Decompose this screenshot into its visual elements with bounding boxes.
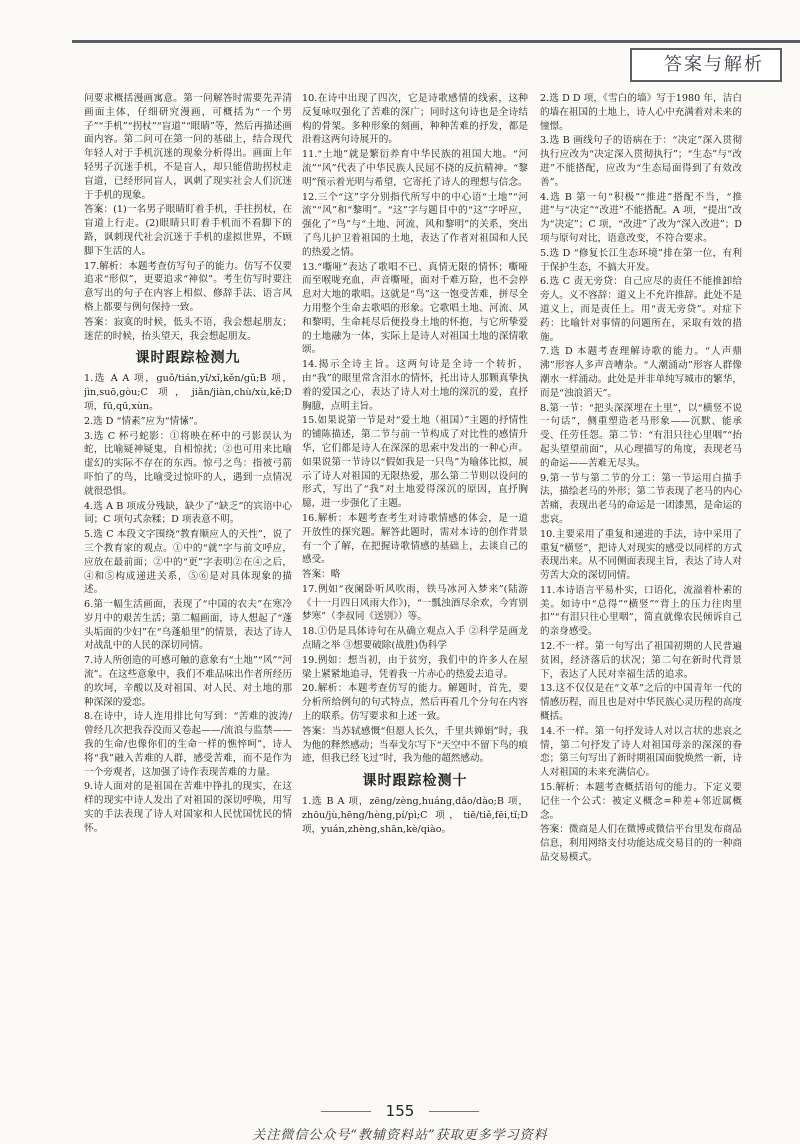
footer-note: 关注微信公众号“教辅资料站”获取更多学习资料 xyxy=(252,1128,548,1143)
answer-paragraph: 2.选 D “情素”应为“情愫”。 xyxy=(84,415,204,427)
answer-paragraph: 13.这不仅仅是在“文革”之后的中国青年一代的情感历程，而且也是对中华民族心灵历程的高度概括。 xyxy=(540,683,742,723)
page-number-rule-right xyxy=(429,1111,479,1112)
answer-paragraph: 问要求概括漫画寓意。第一问解答时需要先弄清画面主体，仔细研究漫画，可概括为“一个男子”“手机”“拐杖”“盲道”“眼睛”等，然后再描述画面内容。第二问可在第一问的基础上，结合现代年轻人对于手机沉迷的现象分析得出。画面上年轻男子沉迷手机，不是盲人，却只能借助拐杖走盲道，已经形同盲人，讽刺了现实社会人们沉迷于手机的现象。 xyxy=(84,93,292,201)
answer-paragraph: 1.选 A A 项，guǒ/tián,yǐ/xǐ,kěn/gǔ;B 项，jìn,suō,gòu;C 项，jiǎn/jiàn,chù/xù,kě;D 项，fū,qū,xùn。 xyxy=(84,373,292,412)
answer-paragraph: 17.例如“夜阑卧听风吹雨，铁马冰河入梦来”(陆游《十一月四日风雨大作》)，“一瓢浊酒尽余欢，今宵别梦寒”（李叔同《送别》）等。 xyxy=(302,583,528,623)
page-header xyxy=(0,0,800,92)
page-number-rule-left xyxy=(321,1111,371,1112)
answer-paragraph: 4.选 A B 项成分残缺，缺少了“缺乏”的宾语中心词；C 项句式杂糅；D 项表意不明。 xyxy=(84,500,292,526)
column-right xyxy=(540,92,742,1112)
answer-paragraph: 答案：微商是人们在微博或微信平台里发布商品信息，利用网络支付功能达成交易目的的一种商品交易模式。 xyxy=(540,824,742,864)
answer-paragraph: 9.第一节与第二节的分工：第一节运用白描手法，描绘老马的外形；第二节表现了老马的内心苦痛，表现出老马的命运是一团漆黑，是命运的悲哀。 xyxy=(540,472,742,525)
answer-paragraph: 10.主要采用了重复和递进的手法，诗中采用了重复“横竖”，把诗人对现实的感受以同样的方式表现出来。从不同侧面表现主旨，表达了诗人对劳苦大众的深切同情。 xyxy=(540,528,742,582)
answer-paragraph: 14.揭示全诗主旨。这两句诗是全诗一个转折，由“我”的眼里常含泪水的情怀，托出诗人那颗真挚执着的爱国之心，表达了诗人对土地的深沉的爱，直抒胸臆，点明主旨。 xyxy=(302,359,528,412)
answer-paragraph: 9.诗人面对的是祖国在苦难中挣扎的现实，在这样的现实中诗人发出了对祖国的深切呼唤，用写实的手法表现了诗人对国家和人民忧国忧民的情怀。 xyxy=(84,781,292,834)
answer-paragraph: 7.诗人所创造的可感可触的意象有“土地”“风”“河流”。在这些意象中，我们不难品味出作者所经历的坎坷，辛酸以及对祖国、对人民、对土地的那种深深的爱恋。 xyxy=(84,655,292,708)
answer-paragraph: 20.解析：本题考查仿写的能力。解题时，首先，要分析所给例句的句式特点，然后再看几个分句在内容上的联系。仿写要求和上述一致。 xyxy=(302,683,528,723)
header-title: 答案与解析 xyxy=(664,54,764,75)
answer-paragraph: 6.选 C 责无旁贷：自己应尽的责任不能推卸给旁人。义不容辞：道义上不允许推辞。此处不是道义上，而是责任上。用“责无旁贷”。对症下药：比喻针对事情的问题所在，采取有效的措施。 xyxy=(540,276,742,343)
answer-paragraph: 答案：(1)一名男子眼睛盯着手机，手拄拐杖，在盲道上行走。(2)眼睛只盯着手机而不看脚下的路，讽刺现代社会沉迷于手机的虚拟世界，不顾脚下生活的人。 xyxy=(84,204,292,257)
answer-paragraph: 8.第一节：“把头深深埋在土里”，以“横竖不说一句话”，侧重塑造老马形象——沉默、能承受、任劳任怨。第二节：“有泪只往心里咽”“抬起头望望前面”，从心理描写的角度，表现老马的命运——苦难无尽头。 xyxy=(540,402,742,469)
page-number-bar xyxy=(0,1102,800,1120)
answer-paragraph: 10.在诗中出现了四次，它是诗歌感情的线索，这种反复咏叹强化了苦难的深广；同时这句诗也是全诗结构的骨架。多种形象的刻画，种种苦难的抒发，都是沿着这两句诗展开的。 xyxy=(302,93,528,146)
answer-paragraph: 答案：寂寞的时候，低头不语，我会想起朋友；迷茫的时候，抬头望天，我会想起朋友。 xyxy=(84,316,292,342)
answer-paragraph: 11.“土地”就是繁衍养育中华民族的祖国大地。“河流”“风”代表了中华民族人民屈不挠的反抗精神。“黎明”预示着光明与希望，它寄托了诗人的理想与信念。 xyxy=(302,149,528,188)
answer-paragraph: 19.例如：想当初，由于贫穷，我们中的许多人在屋梁上紧紧地追寻，凭着我一片赤心的热爱去追寻。 xyxy=(302,654,528,680)
answer-paragraph: 15.如果说第一节是对“爱土地（祖国）”主题的抒情性的铺陈描述，第二节与前一节构成了对比性的感情升华，它们都是诗人在深深的思索中发出的一种心声。如果说第一节诗以“假如我是一只鸟”为喻体比拟，展示了诗人对祖国的无限热爱，那么第二节则以设问的形式，写出了“我”对土地爱得深沉的原因，直抒胸臆，进一步强化了主题。 xyxy=(302,415,528,510)
answer-paragraph: 6.第一幅生活画面，表现了“中国的农夫”在寒冷岁月中的艰苦生活；第二幅画面，诗人想起了“蓬头垢面的少妇”在“乌蓬船里”的情景，表达了诗人对战乱中的人民的深切同情。 xyxy=(84,599,292,652)
answer-paragraph: 5.选 D “修复长江生态环境”排在第一位，有利于保护生态，不搞大开发。 xyxy=(540,247,742,273)
answer-paragraph: 3.选 B 画线句子的语病在于：“决定”深入贯彻执行应改为“决定深入贯彻执行”；“生态”与“改进”不能搭配，应改为“生态局面得到了有效改善”。 xyxy=(540,135,742,188)
answer-paragraph: 5.选 C 本段文字围绕“教育顺应人的天性”，说了三个教育家的观点。①中的“就”字与前文呼应，应放在最前面；②中的“更”字表明②在④之后，④和⑤构成递进关系，⑤⑥是对具体现象的描述。 xyxy=(84,529,292,596)
header-rule xyxy=(72,40,800,43)
answer-paragraph: 8.在诗中，诗人连用排比句写到：“苦难的波涛/曾经几次把我吞没而又卷起——/流浪与监禁——我的生命/也像你们的生命一样的憔悴呵”，诗人将“我”融入苦难的人群，感受苦难，而不是作为一个旁观者，这加强了诗作表现苦难的力量。 xyxy=(84,711,292,778)
page-number: 155 xyxy=(385,1102,415,1120)
answer-paragraph: 15.解析：本题考查概括语句的能力。下定义要记住一个公式：被定义概念=种差+邻近属概念。 xyxy=(540,782,742,821)
section-title-10: 课时跟踪检测十 xyxy=(362,773,468,790)
answer-paragraph: 2.选 D D 项，《雪白的墙》写于1980 年，洁白的墙在祖国的土地上，诗人心中充满着对未来的憧憬。 xyxy=(540,93,742,132)
answer-paragraph: 13.“嘶哑”表达了歌唱不已、真情无限的情怀；嘶哑而至喉咙充血，声音嘶哑，面对千难万险，也不会停息对大地的歌唱。这就是“鸟”这一饱受苦难，拼尽全力用整个生命去歌唱的形象。它歌唱土地、河流、风和黎明，生命耗尽后便投身土地的怀抱，与它所挚爱的土地融为一体，实际上是诗人对祖国土地的深情歌颂。 xyxy=(302,261,528,356)
answer-paragraph: 7.选 D 本题考查理解诗歌的能力。“人声鼎沸”形容人多声音嘈杂。“人潮涌动”形容人群像潮水一样涌动。此处是并非单纯写城市的繁华，而是“浊浪滔天”。 xyxy=(540,346,742,399)
answer-paragraph: 12.不一样。第一句写出了祖国初期的人民普遍贫困，经济落后的状况；第二句在新时代背景下，表达了人民对幸福生活的追求。 xyxy=(540,641,742,680)
answer-paragraph: 1.选 B A 项，zēng/zèng,huáng,dǎo/dào;B 项，zhōu/jù,hēng/hèng,pí/pì;C 项，tiē/tiě,fēi,tǐ;D 项，yuán,zhèng,shān,kè/qiào。 xyxy=(302,796,528,835)
answer-paragraph: 3.选 C 杯弓蛇影：①将映在杯中的弓影误认为蛇，比喻疑神疑鬼，自相惊扰；②也可用来比喻虚幻的实际不存在的东西。惊弓之鸟：指被弓箭吓怕了的鸟，比喻受过惊吓的人，遇到一点情况就很恐惧。 xyxy=(84,430,292,497)
column-left xyxy=(84,92,292,1112)
answer-paragraph: 11.本诗语言平易朴实，口语化，流溢着朴素的美。如诗中“总得”“横竖”“背上的压力往肉里扣”“有泪只往心里咽”，简直就像农民倾诉自己的亲身感受。 xyxy=(540,584,742,638)
answer-paragraph: 12.三个“这”字分别指代所写中的中心语“土地”“河流”“风”和“黎明”。“这”字与题目中的“这”字呼应，强化了“鸟”与“土地、河流、风和黎明”的关系，突出了鸟儿护卫着祖国的土地，表达了作者对祖国和人民的热爱之情。 xyxy=(302,191,528,258)
answer-paragraph: 4.选 B 第一句“积极”“推进”搭配不当，“推进”与“决定”“改进”不能搭配。A 项，“提出”改为“决定”；C 项，“改进”了改为“深入改进”；D 项与原句对比，语意改变，不符合要求。 xyxy=(540,191,742,244)
answer-paragraph: 答案：略 xyxy=(302,569,341,581)
answer-paragraph: 18.①仍是具体诗句在从确立观点入手 ②科学是画龙点睛之举 ③想要破除(战胜)伪科学 xyxy=(302,626,528,652)
answer-paragraph: 14.不一样。第一句抒发诗人对以言状的悲哀之情，第二句抒发了诗人对祖国母亲的深深的眷恋；第三句写出了新时期祖国面貌焕然一新，诗人对祖国的未来充满信心。 xyxy=(540,725,742,779)
answer-paragraph: 16.解析：本题考查考生对诗歌情感的体会，是一道开放性的探究题。解答此题时，需对本诗的创作背景有一个了解，在把握诗歌情感的基础上，去谈自己的感受。 xyxy=(302,512,528,566)
answer-paragraph: 17.解析：本题考查仿写句子的能力。仿写不仅要追求“形似”，更要追求“神似”。考生仿写时要注意写出的句子在内容上相似、修辞手法、语言风格上都要与例句保持一致。 xyxy=(84,260,292,313)
answer-paragraph: 答案：当苏轼感慨“但愿人长久，千里共婵娟”时，我为他的释然感动；当奉戈尔写下“天空中不留下鸟的痕迹，但我已经飞过”时，我为他的超然感动。 xyxy=(302,725,528,765)
section-title-9: 课时跟踪检测九 xyxy=(135,350,241,367)
column-middle xyxy=(302,92,528,1112)
